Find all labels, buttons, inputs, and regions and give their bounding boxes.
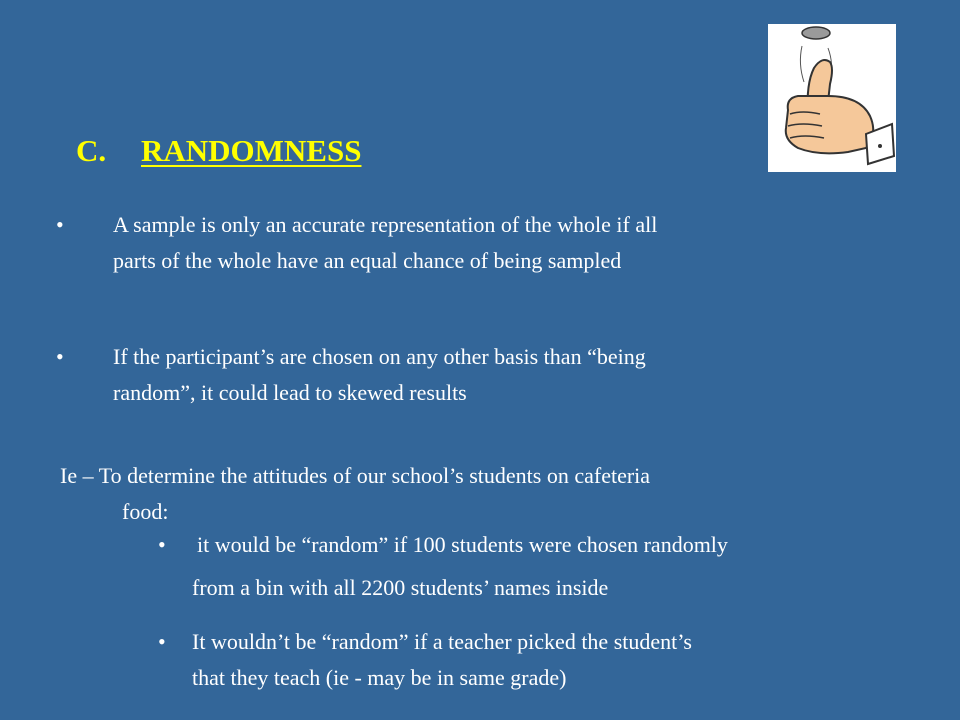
sub-bullet-line: It wouldn’t be “random” if a teacher picked the student’s (192, 629, 692, 654)
bullet-line: parts of the whole have an equal chance of being sampled (113, 248, 622, 273)
slide-title (76, 131, 361, 171)
bullet-marker: • (56, 212, 64, 237)
example-line: Ie – To determine the attitudes of our school’s students on cafeteria (60, 463, 651, 488)
title-word: RANDOMNESS (141, 133, 362, 168)
example-text (60, 458, 650, 530)
sub-bullet-line: from a bin with all 2200 students’ names inside (192, 575, 609, 600)
sub-bullet-text (192, 624, 692, 696)
sub-bullet-line: it would be “random” if 100 students were chosen randomly (197, 532, 728, 557)
bullet-line: random”, it could lead to skewed results (113, 380, 467, 405)
bullet-line: If the participant’s are chosen on any other basis than “being (113, 344, 646, 369)
sub-bullet-line: that they teach (ie - may be in same grade) (192, 665, 567, 690)
bullet-line: A sample is only an accurate representation of the whole if all (113, 212, 658, 237)
title-letter: C. (76, 133, 107, 168)
bullet-marker: • (56, 344, 64, 369)
bullet-text (113, 207, 657, 279)
thumbs-up-coin-flip-icon (768, 24, 896, 172)
sub-bullet-marker: • (158, 629, 166, 654)
example-line: food: (122, 499, 169, 524)
sub-bullet-marker: • (158, 532, 166, 557)
bullet-text (113, 339, 646, 411)
